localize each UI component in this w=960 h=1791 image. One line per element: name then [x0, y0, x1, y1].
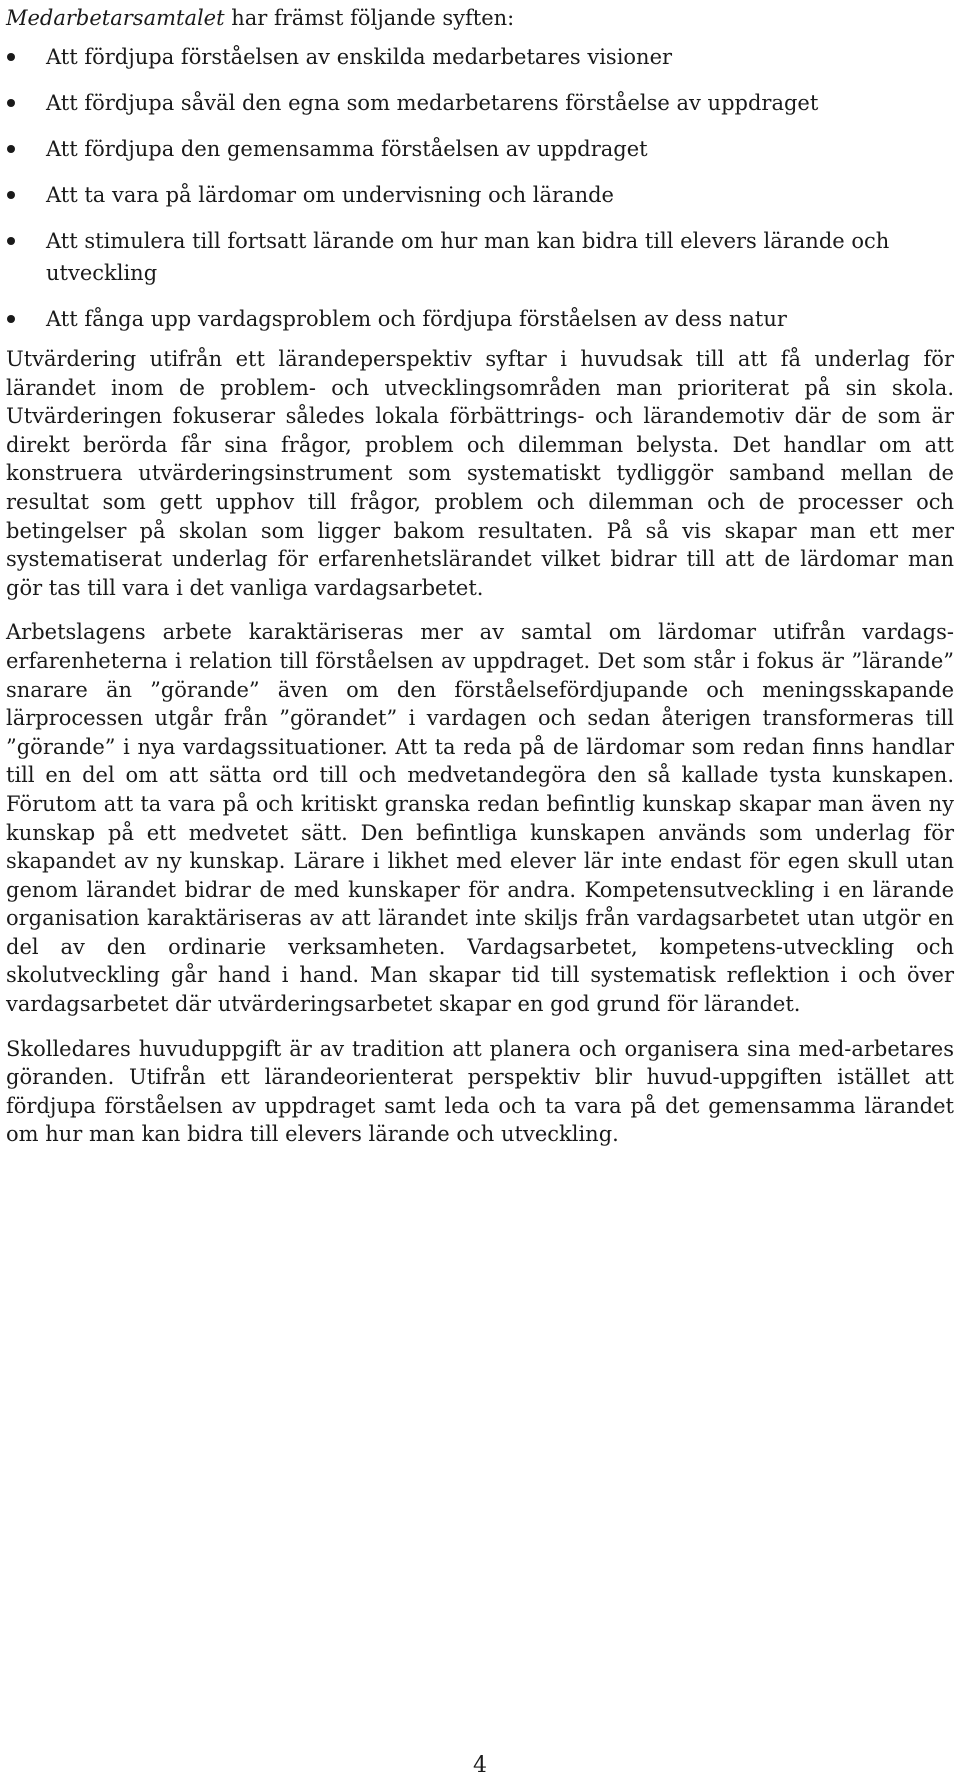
intro-term: Medarbetarsamtalet	[6, 6, 225, 30]
bullet-icon	[7, 191, 15, 199]
list-item-text: Att stimulera till fortsatt lärande om hur man kan bidra till elevers lärande och utveckling	[46, 229, 890, 285]
list-item	[6, 87, 954, 119]
bullet-icon	[7, 237, 15, 245]
intro-line	[6, 0, 954, 33]
list-item	[6, 303, 954, 335]
list-item-text: Att fördjupa såväl den egna som medarbetarens förståelse av uppdraget	[46, 91, 819, 115]
list-item	[6, 179, 954, 211]
list-item-text: Att ta vara på lärdomar om undervisning och lärande	[46, 183, 614, 207]
purpose-list	[6, 41, 954, 335]
page-number: 4	[473, 1753, 487, 1778]
bullet-icon	[7, 53, 15, 61]
list-item	[6, 133, 954, 165]
list-item	[6, 41, 954, 73]
list-item-text: Att fördjupa förståelsen av enskilda medarbetares visioner	[46, 45, 673, 69]
document-page	[6, 0, 954, 1149]
list-item	[6, 225, 954, 289]
bullet-icon	[7, 315, 15, 323]
list-item-text: Att fördjupa den gemensamma förståelsen av uppdraget	[46, 137, 648, 161]
bullet-icon	[7, 145, 15, 153]
paragraph-work-teams: Arbetslagens arbete karaktäriseras mer av samtal om lärdomar utifrån vardags-erfarenheterna i relation till förståelsen av uppdraget. Det som står i fokus är ”lärande” snarare än ”görande” även om den förståelsefördjupande och meningsskapande lärprocessen utgår från ”görandet” i vardagen och sedan återigen transformeras till ”görande” i nya vardagssituationer. Att ta reda på de lärdomar som redan finns handlar till en del om att sätta ord till och medvetandegöra den så kallade tysta kunskapen. Förutom att ta vara på och kritiskt granska redan befintlig kunskap skapar man även ny kunskap på ett medvetet sätt. Den befintliga kunskapen används som underlag för skapandet av ny kunskap. Lärare i likhet med elever lär inte endast för egen skull utan genom lärandet bidrar de med kunskaper för andra. Kompetensutveckling i en lärande organisation karaktäriseras av att lärandet inte skiljs från vardagsarbetet utan utgör en del av den ordinarie verksamheten. Vardagsarbetet, kompetens-utveckling och skolutveckling går hand i hand. Man skapar tid till systematisk reflektion i och över vardagsarbetet där utvärderingsarbetet skapar en god grund för lärandet.	[6, 620, 954, 1017]
bullet-icon	[7, 99, 15, 107]
paragraph-school-leaders: Skolledares huvuduppgift är av tradition att planera och organisera sina med-arbetares göranden. Utifrån ett lärandeorienterat perspektiv blir huvud-uppgiften istället att fördjupa förståelsen av uppdraget samt leda och ta vara på det gemensamma lärandet om hur man kan bidra till elevers lärande och utveckling.	[6, 1036, 954, 1147]
intro-text: har främst följande syften:	[224, 6, 515, 30]
paragraph-evaluation: Utvärdering utifrån ett lärandeperspektiv syftar i huvudsak till att få underlag för lärandet inom de problem- och utvecklingsområden man prioriterat på sin skola. Utvärderingen fokuserar således lokala förbättrings- och lärandemotiv där de som är direkt berörda får sina frågor, problem och dilemman belysta. Det handlar om att konstruera utvärderingsinstrument som systematiskt tydliggör samband mellan de resultat som gett upphov till frågor, problem och dilemman och de processer och betingelser på skolan som ligger bakom resultaten. På så vis skapar man ett mer systematiserat underlag för erfarenhetslärandet vilket bidrar till att de lärdomar man gör tas till vara i det vanliga vardagsarbetet.	[6, 347, 954, 600]
list-item-text: Att fånga upp vardagsproblem och fördjupa förståelsen av dess natur	[46, 307, 787, 331]
